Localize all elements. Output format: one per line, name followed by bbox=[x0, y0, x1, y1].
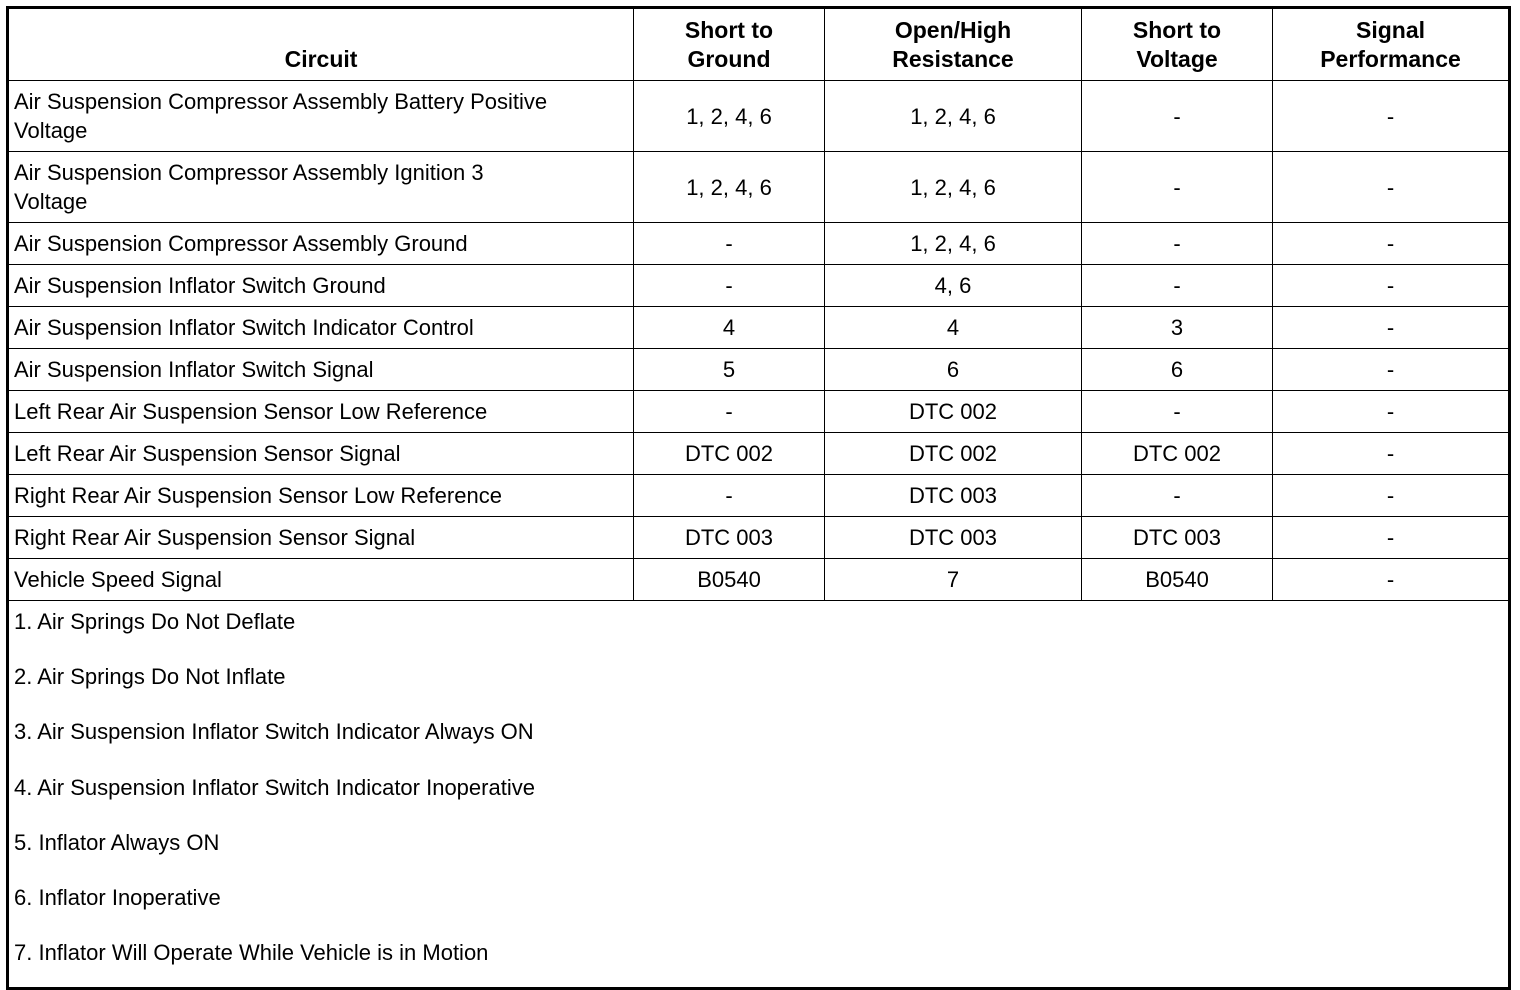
short-to-voltage-cell: - bbox=[1082, 223, 1273, 265]
header-circuit bbox=[8, 8, 634, 81]
note-item: 5. Inflator Always ON bbox=[14, 829, 220, 855]
note-item: 2. Air Springs Do Not Inflate bbox=[14, 664, 286, 690]
circuit-cell: Air Suspension Inflator Switch Ground bbox=[8, 265, 634, 307]
signal-performance-cell: - bbox=[1273, 307, 1510, 349]
signal-performance-cell: - bbox=[1273, 223, 1510, 265]
short-to-ground-cell: 1, 2, 4, 6 bbox=[634, 81, 825, 152]
short-to-voltage-cell: - bbox=[1082, 391, 1273, 433]
header-line-2: Voltage bbox=[1136, 46, 1218, 72]
signal-performance-cell: - bbox=[1273, 517, 1510, 559]
circuit-line-1: Air Suspension Compressor Assembly Ignition 3 bbox=[14, 160, 484, 185]
table-row bbox=[8, 475, 1510, 517]
short-to-ground-cell: B0540 bbox=[634, 559, 825, 601]
signal-performance-cell: - bbox=[1273, 152, 1510, 223]
signal-performance-cell: - bbox=[1273, 475, 1510, 517]
short-to-voltage-cell: B0540 bbox=[1082, 559, 1273, 601]
note-item: 3. Air Suspension Inflator Switch Indicator Always ON bbox=[14, 719, 534, 745]
open-high-resistance-cell: 4 bbox=[825, 307, 1082, 349]
header-open-high-resistance bbox=[825, 8, 1082, 81]
circuit-cell: Left Rear Air Suspension Sensor Signal bbox=[8, 433, 634, 475]
circuit-cell bbox=[8, 152, 634, 223]
header-circuit-line-1: Circuit bbox=[284, 46, 358, 72]
table-row bbox=[8, 517, 1510, 559]
header-line-1: Signal bbox=[1355, 17, 1425, 43]
note-item: 6. Inflator Inoperative bbox=[14, 884, 221, 910]
short-to-ground-cell: - bbox=[634, 475, 825, 517]
short-to-ground-cell: 5 bbox=[634, 349, 825, 391]
open-high-resistance-cell: 6 bbox=[825, 349, 1082, 391]
header-line-2: Resistance bbox=[892, 46, 1014, 72]
open-high-resistance-cell: 7 bbox=[825, 559, 1082, 601]
header-short-to-voltage bbox=[1082, 8, 1273, 81]
short-to-voltage-cell: DTC 003 bbox=[1082, 517, 1273, 559]
note-item: 7. Inflator Will Operate While Vehicle is in Motion bbox=[14, 940, 489, 966]
circuit-cell: Air Suspension Inflator Switch Indicator Control bbox=[8, 307, 634, 349]
open-high-resistance-cell: DTC 003 bbox=[825, 475, 1082, 517]
table-row bbox=[8, 223, 1510, 265]
short-to-voltage-cell: - bbox=[1082, 152, 1273, 223]
table-row bbox=[8, 265, 1510, 307]
table-row bbox=[8, 81, 1510, 152]
note-item: 4. Air Suspension Inflator Switch Indicator Inoperative bbox=[14, 774, 535, 800]
circuit-cell: Right Rear Air Suspension Sensor Signal bbox=[8, 517, 634, 559]
short-to-voltage-cell: 6 bbox=[1082, 349, 1273, 391]
short-to-ground-cell: - bbox=[634, 265, 825, 307]
circuit-diagnostic-table bbox=[6, 6, 1511, 990]
circuit-line-2: Voltage bbox=[14, 118, 88, 143]
open-high-resistance-cell: DTC 002 bbox=[825, 391, 1082, 433]
circuit-line-2: Voltage bbox=[14, 189, 88, 214]
notes-row bbox=[8, 601, 1510, 989]
header-signal-performance bbox=[1273, 8, 1510, 81]
short-to-ground-cell: - bbox=[634, 391, 825, 433]
signal-performance-cell: - bbox=[1273, 81, 1510, 152]
circuit-line-1: Air Suspension Compressor Assembly Battery Positive bbox=[14, 89, 548, 114]
open-high-resistance-cell: 1, 2, 4, 6 bbox=[825, 223, 1082, 265]
table-row bbox=[8, 433, 1510, 475]
circuit-cell: Air Suspension Inflator Switch Signal bbox=[8, 349, 634, 391]
circuit-cell bbox=[8, 81, 634, 152]
table-row bbox=[8, 391, 1510, 433]
signal-performance-cell: - bbox=[1273, 559, 1510, 601]
table-row bbox=[8, 307, 1510, 349]
notes-cell bbox=[8, 601, 1510, 989]
open-high-resistance-cell: 1, 2, 4, 6 bbox=[825, 81, 1082, 152]
table-row bbox=[8, 349, 1510, 391]
signal-performance-cell: - bbox=[1273, 349, 1510, 391]
open-high-resistance-cell: DTC 002 bbox=[825, 433, 1082, 475]
short-to-voltage-cell: - bbox=[1082, 81, 1273, 152]
open-high-resistance-cell: DTC 003 bbox=[825, 517, 1082, 559]
header-line-1: Short to bbox=[684, 17, 774, 43]
header-row bbox=[8, 8, 1510, 81]
short-to-voltage-cell: - bbox=[1082, 475, 1273, 517]
note-item: 1. Air Springs Do Not Deflate bbox=[14, 609, 296, 634]
header-short-to-ground bbox=[634, 8, 825, 81]
signal-performance-cell: - bbox=[1273, 433, 1510, 475]
short-to-voltage-cell: - bbox=[1082, 265, 1273, 307]
circuit-cell: Vehicle Speed Signal bbox=[8, 559, 634, 601]
short-to-ground-cell: 1, 2, 4, 6 bbox=[634, 152, 825, 223]
short-to-ground-cell: DTC 002 bbox=[634, 433, 825, 475]
signal-performance-cell: - bbox=[1273, 265, 1510, 307]
open-high-resistance-cell: 1, 2, 4, 6 bbox=[825, 152, 1082, 223]
circuit-cell: Right Rear Air Suspension Sensor Low Reference bbox=[8, 475, 634, 517]
table-row bbox=[8, 559, 1510, 601]
header-line-1: Open/High bbox=[894, 17, 1012, 43]
short-to-voltage-cell: 3 bbox=[1082, 307, 1273, 349]
short-to-ground-cell: DTC 003 bbox=[634, 517, 825, 559]
circuit-cell: Left Rear Air Suspension Sensor Low Reference bbox=[8, 391, 634, 433]
signal-performance-cell: - bbox=[1273, 391, 1510, 433]
short-to-voltage-cell: DTC 002 bbox=[1082, 433, 1273, 475]
open-high-resistance-cell: 4, 6 bbox=[825, 265, 1082, 307]
circuit-cell: Air Suspension Compressor Assembly Ground bbox=[8, 223, 634, 265]
table-row bbox=[8, 152, 1510, 223]
short-to-ground-cell: - bbox=[634, 223, 825, 265]
header-line-1: Short to bbox=[1132, 17, 1222, 43]
short-to-ground-cell: 4 bbox=[634, 307, 825, 349]
header-line-2: Performance bbox=[1320, 46, 1461, 72]
header-line-2: Ground bbox=[687, 46, 771, 72]
